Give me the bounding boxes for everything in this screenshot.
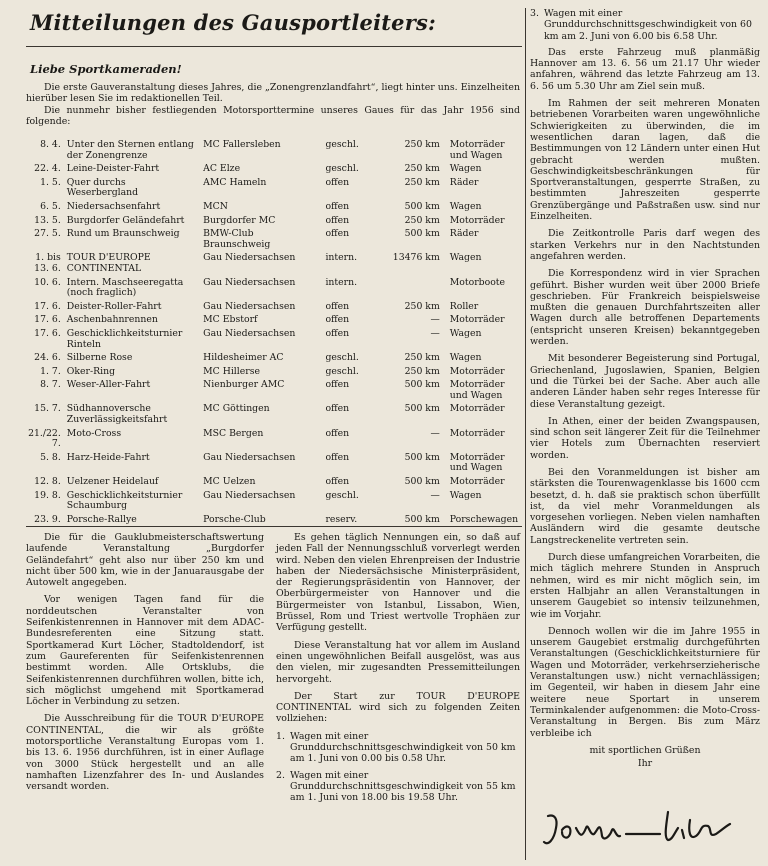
event-date: 12. 8.	[34, 476, 61, 488]
event-cls: Roller	[449, 300, 479, 312]
event-org: AC Elze	[203, 163, 241, 175]
intro-text	[26, 82, 520, 127]
event-status: offen	[325, 176, 350, 188]
event-name: Oker-Ring	[66, 365, 116, 377]
event-org: MSC Bergen	[203, 427, 264, 439]
event-km: 500 km	[404, 403, 440, 415]
event-row	[26, 216, 522, 230]
event-row	[26, 329, 522, 353]
event-date: 27. 5.	[34, 228, 61, 240]
event-status: intern.	[325, 276, 358, 288]
event-date: 8. 7.	[40, 379, 61, 391]
event-row	[26, 404, 522, 428]
event-cls: Wagen	[449, 489, 482, 501]
list-number: 2.	[276, 769, 285, 781]
event-name: Aschenbahnrennen	[66, 314, 158, 326]
event-cls: Räder	[449, 228, 479, 240]
paragraph: Das erste Fahrzeug muß planmäßig Hannover am 13. 6. 56 um 21.17 Uhr wieder anfahren, während das letzte Fahrzeug am 13. 6. 56 um 5.30 Uhr am Ziel sein muß.	[530, 46, 760, 92]
event-cls: Motorräder und Wagen	[449, 379, 505, 401]
event-km: 250 km	[404, 163, 440, 175]
event-status: offen	[325, 228, 350, 240]
event-cls: Wagen	[449, 327, 482, 339]
event-name: TOUR D'EUROPE CONTINENTAL	[66, 252, 151, 274]
event-row	[26, 253, 522, 277]
paragraph: Vor wenigen Tagen fand für die norddeutschen Veranstalter von Seifenkistenrennen in Hannover mit dem ADAC-Bundesreferenten eine Sitzung statt. Sportkamerad Kurt Löcher, Stadtoldendorf, ist zum Gaureferenten für Seifenkistenrennen bestimmt worden. Alle Ortsklubs, die Seifenkistenrennen durchführen wollen, bitte ich, sich möglichst umgehend mit Sportkamerad Löcher in Verbindung zu setzen.	[26, 594, 264, 708]
event-org: MC Hillerse	[203, 365, 260, 377]
event-cls: Motorräder	[449, 314, 505, 326]
event-status: offen	[325, 427, 350, 439]
event-org: Gau Niedersachsen	[203, 327, 296, 339]
start-time-item	[276, 731, 520, 765]
event-date: 23. 9.	[34, 513, 61, 525]
paragraph: Der Start zur TOUR D'EUROPE CONTINENTAL wird sich zu folgenden Zeiten vollziehen:	[276, 690, 520, 725]
handwritten-signature	[540, 806, 740, 852]
list-number: 1.	[276, 730, 285, 742]
event-km: —	[430, 327, 440, 339]
event-org: Gau Niedersachsen	[203, 451, 296, 463]
event-row	[26, 353, 522, 367]
event-name: Moto-Cross	[66, 427, 122, 439]
event-km	[376, 278, 448, 302]
document-title: Mitteilungen des Gausportleiters:	[30, 10, 436, 35]
list-text: Wagen mit einer Grunddurchschnittsgeschwindigkeit von 50 km am 1. Juni von 0.00 bis 0.58 Uhr.	[290, 730, 516, 765]
event-date: 10. 6.	[34, 276, 61, 288]
event-cls: Motorräder	[449, 365, 505, 377]
closing-greeting: mit sportlichen Grüßen	[589, 744, 701, 756]
event-cls: Wagen	[449, 352, 482, 364]
event-org: Porsche-Club	[203, 513, 266, 525]
event-status: geschl.	[325, 352, 359, 364]
paragraph: Bei den Voranmeldungen ist bisher am stärksten die Tourenwagenklasse bis 1600 ccm besetzt, d. h. daß sie praktisch schon überfüllt ist, da viel mehr Voranmeldungen als vorgesehen vorliegen. Neben vielen namhaften Ausländern wird die gesamte deutsche Langstreckenelite vertreten sein.	[530, 466, 760, 546]
event-status: reserv.	[325, 513, 358, 525]
event-cls: Motorräder und Wagen	[449, 139, 505, 161]
paragraph: Dennoch wollen wir die im Jahre 1955 in unserem Gaugebiet erstmalig durchgeführten Veranstaltungen (Geschicklichkeitsturniere für Wagen und Motorräder, verkehrserzieherische Veranstaltungen usw.) nicht vernachlässigen; im Gegenteil, wir haben in diesem Jahr eine weitere neue Sportart in unserem Terminkalender aufgenommen: die Moto-Cross-Veranstaltung in Bergen. Bis zum März verbleibe ich	[530, 625, 760, 739]
event-km: 250 km	[404, 139, 440, 150]
event-row	[26, 491, 522, 515]
event-cls: Motorräder	[449, 476, 505, 488]
event-cls: Wagen	[449, 252, 482, 264]
event-date: 22. 4.	[34, 163, 61, 175]
salutation: Liebe Sportkameraden!	[30, 62, 182, 76]
event-status: geschl.	[325, 489, 359, 501]
column-middle	[276, 532, 520, 809]
event-row	[26, 367, 522, 381]
event-cls: Motorräder	[449, 403, 505, 415]
event-km: —	[430, 489, 440, 501]
event-org: Hildesheimer AC	[203, 352, 284, 364]
event-name: Geschicklichkeitsturnier Schaumburg	[66, 489, 183, 512]
section-divider	[26, 526, 522, 527]
event-org: Nienburger AMC	[203, 379, 285, 391]
column-divider	[525, 8, 526, 860]
event-date: 21./22. 7.	[28, 427, 61, 450]
event-status: offen	[325, 200, 350, 212]
event-km: 500 km	[404, 451, 440, 463]
list-number: 3.	[530, 8, 539, 19]
event-status: offen	[325, 476, 350, 488]
event-name: Silberne Rose	[66, 352, 133, 364]
event-name: Unter den Sternen entlang der Zonengrenze	[66, 139, 194, 161]
event-date: 17. 6.	[34, 314, 61, 326]
event-org: MC Fallersleben	[203, 139, 281, 150]
event-cls: Motorräder	[449, 214, 505, 226]
event-km: 250 km	[404, 352, 440, 364]
event-org: Gau Niedersachsen	[203, 300, 296, 312]
event-name: Quer durchs Weserbergland	[66, 176, 139, 199]
event-row	[26, 429, 522, 453]
paragraph: Mit besonderer Begeisterung sind Portugal, Griechenland, Jugoslawien, Spanien, Belgien und die Türkei bei der Sache. Aber auch alle anderen Länder haben sehr reges Interesse für diese Veranstaltung gezeigt.	[530, 353, 760, 410]
event-status: offen	[325, 379, 350, 391]
event-org: MC Göttingen	[203, 403, 270, 415]
intro-paragraph: Die erste Gauveranstaltung dieses Jahres, die „Zonengrenzlandfahrt“, liegt hinter uns. Einzelheiten hierüber lesen Sie im redaktionellen Teil.	[26, 82, 520, 105]
event-date: 19. 8.	[34, 489, 61, 501]
paragraph: Es gehen täglich Nennungen ein, so daß auf jeden Fall der Nennungsschluß vorverlegt werden wird. Neben den vielen Ehrenpreisen der Industrie haben der Niedersächsische Ministerpräsident, der Regierungspräsidentin von Hannover, der Oberbürgermeister von Hannover und die Bürgermeister von Istanbul, Lissabon, Wien, Brüssel, Rom und Triest wertvolle Trophäen zur Verfügung gestellt.	[276, 532, 520, 634]
start-time-item	[276, 770, 520, 804]
event-org: MC Ebstorf	[203, 314, 258, 326]
start-time-item	[530, 8, 760, 42]
event-km: —	[430, 314, 440, 326]
event-status: offen	[325, 403, 350, 415]
event-km: 250 km	[404, 214, 440, 226]
event-name: Uelzener Heidelauf	[66, 476, 159, 488]
title-underline	[26, 46, 522, 47]
event-org: Burgdorfer MC	[203, 214, 276, 226]
event-status: geschl.	[325, 163, 359, 175]
event-km: —	[430, 427, 440, 439]
event-row	[26, 380, 522, 404]
event-date: 17. 6.	[34, 327, 61, 339]
event-cls: Porschewagen	[449, 513, 519, 525]
event-status: offen	[325, 314, 350, 326]
event-org: AMC Hameln	[203, 176, 267, 188]
event-km: 250 km	[404, 176, 440, 188]
event-name: Rund um Braunschweig	[66, 228, 180, 240]
event-org: MCN	[203, 200, 228, 212]
paragraph: In Athen, einer der beiden Zwangspausen, sind schon seit längerer Zeit für die Teilnehmer vier Hotels zum Übernachten reserviert worden.	[530, 415, 760, 461]
event-cls: Motorboote	[449, 276, 506, 288]
event-date: 6. 5.	[40, 200, 61, 212]
event-name: Harz-Heide-Fahrt	[66, 451, 150, 463]
event-name: Weser-Aller-Fahrt	[66, 379, 151, 391]
event-cls: Motorräder	[449, 427, 505, 439]
list-text: Wagen mit einer Grunddurchschnittsgeschwindigkeit von 60 km am 2. Juni von 6.00 bis 6.58 Uhr.	[544, 8, 752, 42]
event-org: Gau Niedersachsen	[203, 489, 296, 501]
event-status: offen	[325, 451, 350, 463]
events-table	[26, 140, 522, 528]
event-name: Porsche-Rallye	[66, 513, 137, 525]
event-status: offen	[325, 300, 350, 312]
event-name: Intern. Maschseeregatta (noch fraglich)	[66, 276, 184, 299]
event-row	[26, 164, 522, 178]
event-date: 1. 7.	[40, 365, 61, 377]
event-row	[26, 178, 522, 202]
event-date: 17. 6.	[34, 300, 61, 312]
event-km: 13476 km	[392, 252, 440, 264]
event-date: 15. 7.	[34, 403, 61, 415]
intro-paragraph: Die nunmehr bisher festliegenden Motorsporttermine unseres Gaues für das Jahr 1956 sind folgende:	[26, 104, 520, 127]
paragraph: Durch diese umfangreichen Vorarbeiten, die mich täglich mehrere Stunden in Anspruch nehmen, wird es mir nicht möglich sein, im ersten Halbjahr an allen Veranstaltungen in unserem Gaugebiet so intensiv teilzunehmen, wie im Vorjahr.	[530, 552, 760, 620]
event-km: 250 km	[404, 365, 440, 377]
event-km: 500 km	[404, 476, 440, 488]
event-row	[26, 229, 522, 253]
event-km: 500 km	[404, 200, 440, 212]
paragraph: Die Korrespondenz wird in vier Sprachen geführt. Bisher wurden weit über 2000 Briefe geschrieben. Für Frankreich beispielsweise mußten die genauen Durchfahrtszeiten aller Wagen durch alle betroffenen Departements (entspricht unseren Kreisen) bekanntgegeben werden.	[530, 268, 760, 348]
event-org: Gau Niedersachsen	[203, 276, 296, 288]
paragraph: Diese Veranstaltung hat vor allem im Ausland einen ungewöhnlichen Beifall ausgelöst, was aus den vielen, mir zugesandten Pressemitteilungen hervorgeht.	[276, 639, 520, 685]
event-date: 1. 5.	[40, 176, 61, 188]
event-name: Geschicklichkeitsturnier Rinteln	[66, 327, 183, 350]
event-status: offen	[325, 327, 350, 339]
event-row	[26, 140, 522, 164]
paragraph: Die für die Gauklubmeisterschaftswertung laufende Veranstaltung „Burgdorfer Geländefahrt“ geht also nur über 250 km und nicht über 500 km, wie in der Januarausgabe der Autowelt angegeben.	[26, 532, 264, 589]
event-row	[26, 278, 522, 302]
event-row	[26, 202, 522, 216]
event-row	[26, 315, 522, 329]
event-org: Gau Niedersachsen	[203, 252, 296, 264]
event-name: Leine-Deister-Fahrt	[66, 163, 160, 175]
event-date: 5. 8.	[40, 451, 61, 463]
event-name: Südhannoversche Zuverlässigkeitsfahrt	[66, 403, 168, 426]
event-date: 13. 5.	[34, 214, 61, 226]
closing-ihr: Ihr	[637, 758, 653, 770]
column-left	[26, 532, 264, 799]
event-cls: Motorräder und Wagen	[449, 451, 505, 474]
list-text: Wagen mit einer Grunddurchschnittsgeschwindigkeit von 55 km am 1. Juni von 18.00 bis 19.58 Uhr.	[290, 769, 516, 804]
column-right	[530, 8, 760, 769]
event-row	[26, 477, 522, 491]
event-row	[26, 453, 522, 477]
paragraph: Die Zeitkontrolle Paris darf wegen des starken Verkehrs nur in den Nachtstunden angefahren werden.	[530, 228, 760, 262]
event-km: 500 km	[404, 228, 440, 240]
event-date: 24. 6.	[34, 352, 61, 364]
event-cls: Wagen	[449, 163, 482, 175]
event-km: 250 km	[404, 300, 440, 312]
event-status: geschl.	[325, 139, 359, 150]
event-date: 1. bis 13. 6.	[34, 252, 61, 274]
event-org: BMW-Club Braunschweig	[203, 228, 271, 250]
event-cls: Wagen	[449, 200, 482, 212]
event-status: intern.	[325, 252, 358, 264]
event-status: offen	[325, 214, 350, 226]
event-row	[26, 302, 522, 316]
event-org: MC Uelzen	[203, 476, 256, 488]
paragraph: Die Ausschreibung für die TOUR D'EUROPE CONTINENTAL, die wir als größte motorsportliche Veranstaltung Europas vom 1. bis 13. 6. 1956 durchführen, ist in einer Auflage von 3000 Stück hergestellt und an alle namhaften Lizenzfahrer des In- und Auslandes versandt worden.	[26, 713, 264, 793]
paragraph: Im Rahmen der seit mehreren Monaten betriebenen Vorarbeiten waren ungewöhnliche Schwierigkeiten zu überwinden, die im wesentlichen daran lagen, daß die Bestimmungen von 12 Ländern unter einen Hut gebracht werden mußten. Geschwindigkeitsbeschränkungen für Sportveranstaltungen, gesperrte Straßen, zu bestimmten Jahreszeiten gesperrte Grenzübergänge und Paßstraßen usw. sind nur Einzelheiten.	[530, 98, 760, 223]
event-name: Niedersachsenfahrt	[66, 200, 161, 212]
event-cls: Räder	[449, 176, 479, 188]
event-km: 500 km	[404, 379, 440, 391]
event-date: 8. 4.	[40, 139, 61, 150]
event-status: geschl.	[325, 365, 359, 377]
event-name: Burgdorfer Geländefahrt	[66, 214, 185, 226]
event-km: 500 km	[404, 513, 440, 525]
event-name: Deister-Roller-Fahrt	[66, 300, 162, 312]
